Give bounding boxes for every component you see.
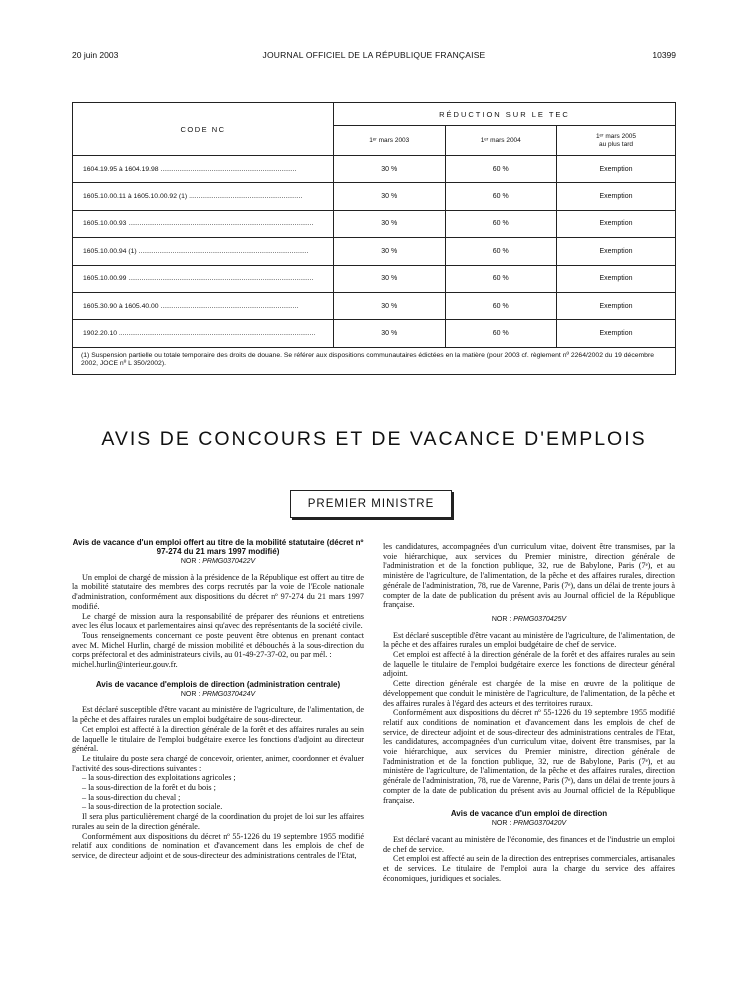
table-row xyxy=(73,238,676,265)
reduction-2003-cell: 30 % xyxy=(334,156,446,183)
paragraph: Cet emploi est affecté à la direction générale de la forêt et des affaires rurales au sein de laquelle le titulaire de l'emploi budgétaire exerce les fonctions de directeur général adjoint. xyxy=(383,650,675,679)
table-row xyxy=(73,265,676,292)
notice-heading-2: Avis de vacance d'emplois de direction (administration centrale) xyxy=(95,679,341,689)
paragraph: Est déclaré susceptible d'être vacant au ministère de l'agriculture, de l'alimentation, de la pêche et des affaires rurales un emploi budgétaire de sous-directeur. xyxy=(72,705,364,725)
code-nc-cell: 1605.30.90 à 1605.40.00 ......................................................................... xyxy=(73,292,334,319)
reduction-2005-cell: Exemption xyxy=(557,238,676,265)
section-title: AVIS DE CONCOURS ET DE VACANCE D'EMPLOIS xyxy=(101,428,647,450)
code-nc-cell: 1605.10.00.94 (1) .......................................................................................... xyxy=(73,238,334,265)
reduction-2003-cell: 30 % xyxy=(334,292,446,319)
reduction-2005-cell: Exemption xyxy=(557,183,676,210)
reduction-2005-cell: Exemption xyxy=(557,292,676,319)
col-2003-header: 1ᵉʳ mars 2003 xyxy=(334,126,446,156)
table-row xyxy=(73,320,676,347)
reduction-2004-cell: 60 % xyxy=(445,292,557,319)
paragraph: Est déclaré susceptible d'être vacant au ministère de l'agriculture, de l'alimentation, de la pêche et des affaires rurales un emploi budgétaire de chef de service. xyxy=(383,630,675,650)
col-2004-header: 1ᵉʳ mars 2004 xyxy=(445,126,557,156)
paragraph: Le chargé de mission aura la responsabilité de préparer des réunions et entretiens avec les élus locaux et parlementaires ainsi qu'avec des représentants de la société civile. xyxy=(72,611,364,631)
code-nc-cell: 1902.20.10 ........................................................................................................ xyxy=(73,320,334,347)
notice-heading-3: Avis de vacance d'un emploi de direction xyxy=(450,809,608,819)
code-nc-cell: 1605.10.00.99 .................................................................................................. xyxy=(73,265,334,292)
table-row xyxy=(73,156,676,183)
list-item: – la sous-direction de la forêt et du bois ; xyxy=(82,783,364,793)
reduction-2004-cell: 60 % xyxy=(445,238,557,265)
paragraph: les candidatures, accompagnées d'un curriculum vitae, doivent être transmises, par la voie hiérarchique, aux services du Premier ministre, direction générale de l'administration et de la fonction publique, 32, rue de Babylone, Paris (7ᵉ), et au ministère de l'agriculture, de l'alimentation, de la pêche et des affaires rurales, direction générale de l'administration, 78, rue de Varenne, Paris (7ᵉ), dans un délai de trente jours à compter de la date de publication du présent avis au Journal officiel de la République française. xyxy=(383,542,675,610)
reduction-2005-cell: Exemption xyxy=(557,210,676,237)
ministry-box: PREMIER MINISTRE xyxy=(290,490,452,518)
list-item: – la sous-direction des exploitations agricoles ; xyxy=(82,773,364,783)
paragraph: Cet emploi est affecté à la direction générale de la forêt et des affaires rurales au sein de laquelle le titulaire de l'emploi budgétaire exerce les fonctions d'adjoint au directeur général. xyxy=(72,724,364,754)
reduction-2005-cell: Exemption xyxy=(557,265,676,292)
table-row xyxy=(73,292,676,319)
email-address: michel.hurlin@interieur.gouv.fr. xyxy=(72,660,178,670)
reduction-2003-cell: 30 % xyxy=(334,183,446,210)
paragraph: Conformément aux dispositions du décret nº 55-1226 du 19 septembre 1955 modifié relatif aux conditions de nomination et d'avancement dans les emplois de chef de service, de directeur adjoint et de sous-directeur des administrations centrales de l'Etat, xyxy=(72,831,364,860)
reduction-2003-cell: 30 % xyxy=(334,210,446,237)
nor-reference-3: NOR : PRMG0370425V xyxy=(491,615,567,623)
paragraph: Il sera plus particulièrement chargé de la coordination du projet de loi sur les affaires rurales au sein de la direction générale. xyxy=(72,812,364,831)
code-nc-cell: 1605.10.00.11 à 1605.10.00.92 (1) ............................................................ xyxy=(73,183,334,210)
col-2005-header: 1ᵉʳ mars 2005 au plus tard xyxy=(557,126,676,156)
reduction-2004-cell: 60 % xyxy=(445,320,557,347)
table-row xyxy=(73,210,676,237)
paragraph: Conformément aux dispositions du décret nº 55-1226 du 19 septembre 1955 modifié relatif aux conditions de nomination et d'avancement dans les emplois de chef de service, de directeur adjoint et de sous-directeur des administrations centrales de l'Etat, les candidatures, accompagnées d'un curriculum vitae, doivent être transmises, par la voie hiérarchique, aux services du Premier ministre, direction générale de l'administration et de la fonction publique, 32, rue de Babylone, Paris (7ᵉ), et au ministère de l'agriculture, de l'alimentation, de la pêche et des affaires rurales, direction générale de l'administration, 78, rue de Varenne, Paris (7ᵉ), dans un délai de trente jours à compter de la date de publication du présent avis au Journal officiel de la République française. xyxy=(383,708,675,805)
right-column xyxy=(383,542,675,884)
reduction-2004-cell: 60 % xyxy=(445,183,557,210)
nor-reference-1: NOR : PRMG0370422V xyxy=(180,558,256,565)
reduction-2003-cell: 30 % xyxy=(334,320,446,347)
paragraph: Cet emploi est affecté au sein de la direction des entreprises commerciales, artisanales et de services. Le titulaire de l'emploi aura la charge du service des affaires économiques, juridiques et sociales. xyxy=(383,854,675,883)
notice-heading-1: Avis de vacance d'un emploi offert au titre de la mobilité statutaire (décret nº 97-274 du 21 mars 1997 modifié) xyxy=(72,538,364,556)
reduction-2004-cell: 60 % xyxy=(445,265,557,292)
reduction-2004-cell: 60 % xyxy=(445,210,557,237)
nor-reference-4: NOR : PRMG0370420V xyxy=(491,820,567,828)
code-nc-cell: 1604.19.95 à 1604.19.98 ........................................................................ xyxy=(73,156,334,183)
reduction-2003-cell: 30 % xyxy=(334,265,446,292)
tariff-reduction-table xyxy=(72,102,676,375)
table-footnote: (1) Suspension partielle ou totale temporaire des droits de douane. Se référer aux dispositions communautaires édictées en la matière (pour 2003 cf. règlement nº 2264/2002 du 19 décembre 2002, JOCE nº L 350/2002). xyxy=(73,347,676,374)
subdirection-list xyxy=(72,773,364,812)
paragraph: Le titulaire du poste sera chargé de concevoir, orienter, animer, coordonner et évaluer l'activité des sous-directions suivantes : xyxy=(72,753,364,773)
list-item: – la sous-direction de la protection sociale. xyxy=(82,802,364,812)
paragraph: Est déclaré vacant au ministère de l'économie, des finances et de l'industrie un emploi de chef de service. xyxy=(383,834,675,854)
table-row xyxy=(73,183,676,210)
journal-title: JOURNAL OFFICIEL DE LA RÉPUBLIQUE FRANÇAISE xyxy=(262,50,486,60)
reduction-header: RÉDUCTION SUR LE TEC xyxy=(334,103,676,126)
reduction-2005-cell: Exemption xyxy=(557,156,676,183)
code-nc-cell: 1605.10.00.93 .................................................................................................. xyxy=(73,210,334,237)
code-nc-header: CODE NC xyxy=(73,103,334,156)
left-column xyxy=(72,538,364,861)
nor-reference-2: NOR : PRMG0370424V xyxy=(180,690,256,698)
paragraph: Cette direction générale est chargée de la mise en œuvre de la politique de développement que conduit le ministère de l'agriculture, de l'alimentation, de la pêche et des affaires rurales à l'égard des acteurs et des territoires ruraux. xyxy=(383,679,675,708)
list-item: – la sous-direction du cheval ; xyxy=(82,793,364,803)
reduction-2003-cell: 30 % xyxy=(334,238,446,265)
page-number: 10399 xyxy=(652,50,676,60)
reduction-2005-cell: Exemption xyxy=(557,320,676,347)
reduction-2004-cell: 60 % xyxy=(445,156,557,183)
issue-date: 20 juin 2003 xyxy=(72,50,119,60)
paragraph: Tous renseignements concernant ce poste peuvent être obtenus en prenant contact avec M. Michel Hurlin, chargé de mission mobilité et débouchés à la sous-direction du corps préfectoral et des administrateurs civils, au 01-49-27-37-02, ou par mél. : xyxy=(72,630,364,660)
paragraph: Un emploi de chargé de mission à la présidence de la République est offert au titre de la mobilité statutaire des membres des corps recrutés par la voie de l'Ecole nationale d'administration, conformément aux dispositions du décret nº 97-274 du 21 mars 1997 modifié. xyxy=(72,572,364,611)
page-header xyxy=(72,50,676,64)
